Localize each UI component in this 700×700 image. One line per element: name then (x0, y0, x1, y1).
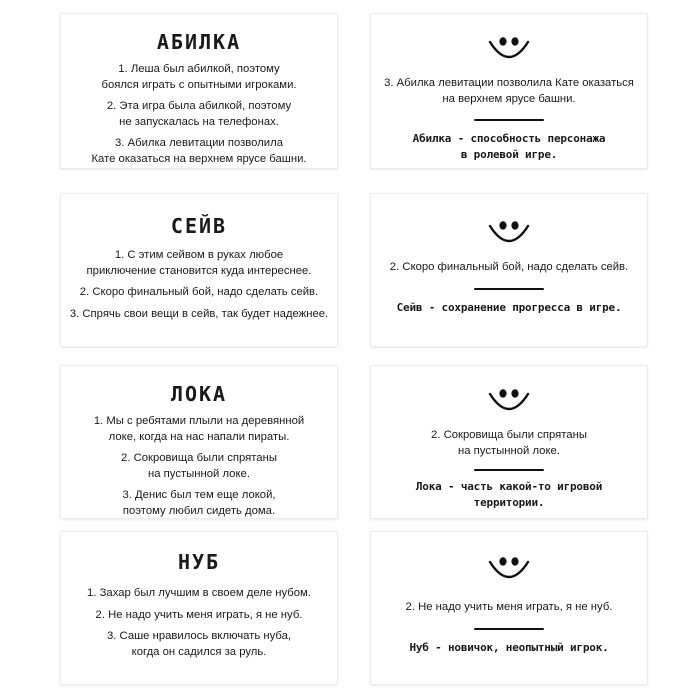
definition: Нуб - новичок, неопытный игрок. (409, 640, 609, 654)
definition: Абилка - способность персонажа в ролевой игре. (412, 132, 606, 161)
back-example: 2. Сокровища были спрятаны на пустынной локе. (431, 429, 587, 457)
example-2: 2. Сокровища были спрятаны на пустынной локе. (121, 452, 277, 480)
example-1: 1. С этим сейвом в руках любое приключение становится куда интереснее. (86, 249, 312, 277)
smiley-icon (487, 34, 531, 64)
divider-line (474, 288, 544, 290)
card-examples (61, 62, 337, 167)
example-2: 2. Не надо учить меня играть, я не нуб. (95, 608, 303, 621)
smiley-icon (487, 386, 531, 416)
card-front-loka (61, 366, 337, 518)
example-3: 3. Денис был тем еще локой, поэтому любил сидеть дома. (122, 489, 276, 517)
divider-line (474, 469, 544, 471)
card-examples (61, 586, 337, 660)
example-3: 3. Саше нравилось включать нуба, когда он садился за руль. (106, 630, 292, 658)
back-example: 3. Абилка левитации позволила Кате оказаться на верхнем ярусе башни. (384, 77, 634, 105)
example-2: 2. Эта игра была абилкой, поэтому не запускалась на телефонах. (106, 100, 292, 128)
example-1: 1. Захар был лучшим в своем деле нубом. (87, 587, 311, 599)
example-3: 3. Спрячь свои вещи в сейв, так будет надежнее. (69, 307, 329, 320)
card-back-nub (371, 532, 647, 684)
card-word: НУБ (177, 550, 221, 574)
definition: Лока - часть какой-то игровой территории. (415, 480, 603, 509)
back-example: 2. Скоро финальный бой, надо сделать сейв. (389, 261, 629, 273)
example-1: 1. Леша был абилкой, поэтому боялся играть с опытными игроками. (101, 63, 297, 91)
card-front-abilka (61, 14, 337, 168)
divider-line (474, 628, 544, 630)
card-back-seiv (371, 194, 647, 346)
example-2: 2. Скоро финальный бой, надо сделать сейв. (79, 286, 319, 298)
card-back-abilka (371, 14, 647, 168)
example-3: 3. Абилка левитации позволила Кате оказаться на верхнем ярусе башни. (91, 137, 307, 165)
card-examples (61, 414, 337, 519)
card-examples (61, 248, 337, 322)
example-1: 1. Мы с ребятами плыли на деревянной локе, когда на нас напали пираты. (93, 415, 305, 443)
back-example: 2. Не надо учить меня играть, я не нуб. (405, 601, 613, 613)
card-word: СЕЙВ (170, 214, 228, 238)
card-word: ЛОКА (170, 382, 228, 406)
smiley-icon (487, 218, 531, 248)
card-front-seiv (61, 194, 337, 346)
definition: Сейв - сохранение прогресса в игре. (396, 300, 622, 314)
card-word: АБИЛКА (156, 30, 242, 54)
card-back-loka (371, 366, 647, 518)
divider-line (474, 119, 544, 121)
smiley-icon (487, 554, 531, 584)
card-front-nub (61, 532, 337, 684)
